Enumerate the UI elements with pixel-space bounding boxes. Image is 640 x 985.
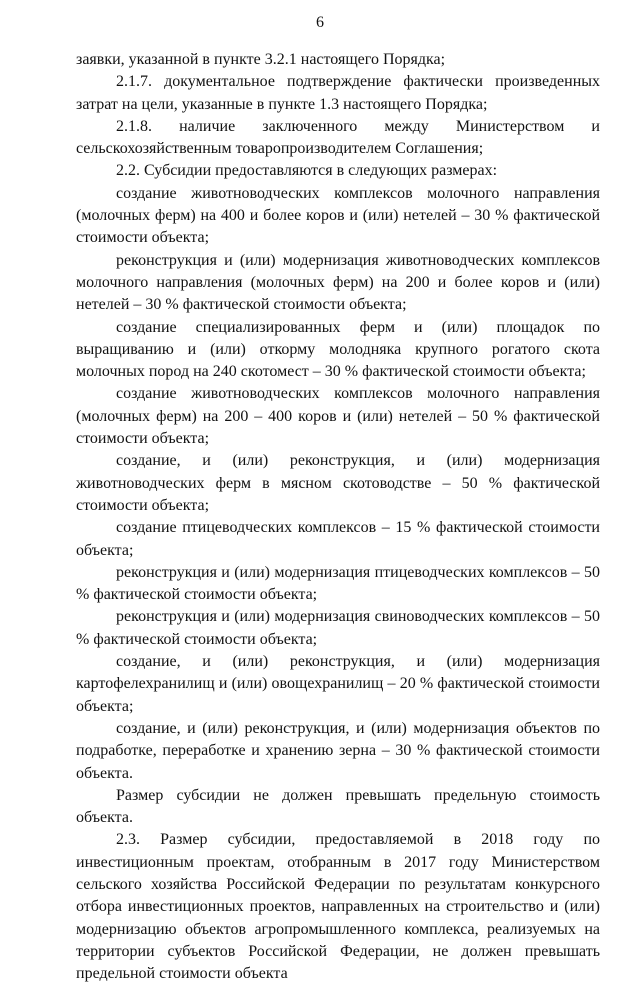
list-item: создание животноводческих комплексов молочного направления (молочных ферм) на 400 и более коров и (или) нетелей – 30 % фактической стоимости объекта; — [76, 184, 600, 247]
clause-2-3: 2.3. Размер субсидии, предоставляемой в 2018 году по инвестиционным проектам, отобранным в 2017 году Министерством сельского хозяйства Российской Федерации по результатам конкурсного отбора инвестиционных проектов, направленных на строительство и (или) модернизацию объектов агропромышленного комплекса, реализуемых на территории субъектов Российской Федерации, не должен превышать предельной стоимости объекта — [76, 831, 600, 983]
list-item: создание, и (или) реконструкция, и (или) модернизация картофелехранилищ и (или) овощехранилищ – 20 % фактической стоимости объекта; — [76, 653, 600, 715]
list-item: реконструкция и (или) модернизация свиноводческих комплексов – 50 % фактической стоимости объекта; — [76, 608, 600, 648]
list-item: создание животноводческих комплексов молочного направления (молочных ферм) на 200 – 400 коров и (или) нетелей – 50 % фактической стоимости объекта; — [76, 385, 600, 448]
list-item: реконструкция и (или) модернизация животноводческих комплексов молочного направления (молочных ферм) на 200 и более коров и (или) нетелей – 30 % фактической стоимости объекта; — [76, 251, 600, 314]
clause-2-1-8: 2.1.8. наличие заключенного между Министерством и сельскохозяйственным товаропроизводителем Соглашения; — [76, 117, 600, 158]
page-number: 6 — [316, 14, 324, 31]
paragraph: заявки, указанной в пункте 3.2.1 настоящего Порядка; — [76, 51, 446, 68]
list-item: создание птицеводческих комплексов – 15 % фактической стоимости объекта; — [76, 519, 600, 559]
list-item: создание, и (или) реконструкция, и (или) модернизация животноводческих ферм в мясном скотоводстве – 50 % фактической стоимости объекта; — [76, 452, 600, 514]
list-item: создание, и (или) реконструкция, и (или) модернизация объектов по подработке, переработке и хранению зерна – 30 % фактической стоимости объекта. — [76, 719, 600, 782]
list-item: реконструкция и (или) модернизация птицеводческих комплексов – 50 % фактической стоимости объекта; — [76, 563, 600, 604]
document-body — [76, 49, 600, 985]
list-item: создание специализированных ферм и (или) площадок по выращиванию и (или) откорму молодняка крупного рогатого скота молочных пород на 240 скотомест – 30 % фактической стоимости объекта; — [76, 318, 600, 381]
paragraph: Размер субсидии не должен превышать предельную стоимость объекта. — [76, 786, 600, 827]
clause-2-2: 2.2. Субсидии предоставляются в следующих размерах: — [116, 162, 498, 180]
clause-2-1-7: 2.1.7. документальное подтверждение фактически произведенных затрат на цели, указанные в пункте 1.3 настоящего Порядка; — [76, 73, 600, 113]
